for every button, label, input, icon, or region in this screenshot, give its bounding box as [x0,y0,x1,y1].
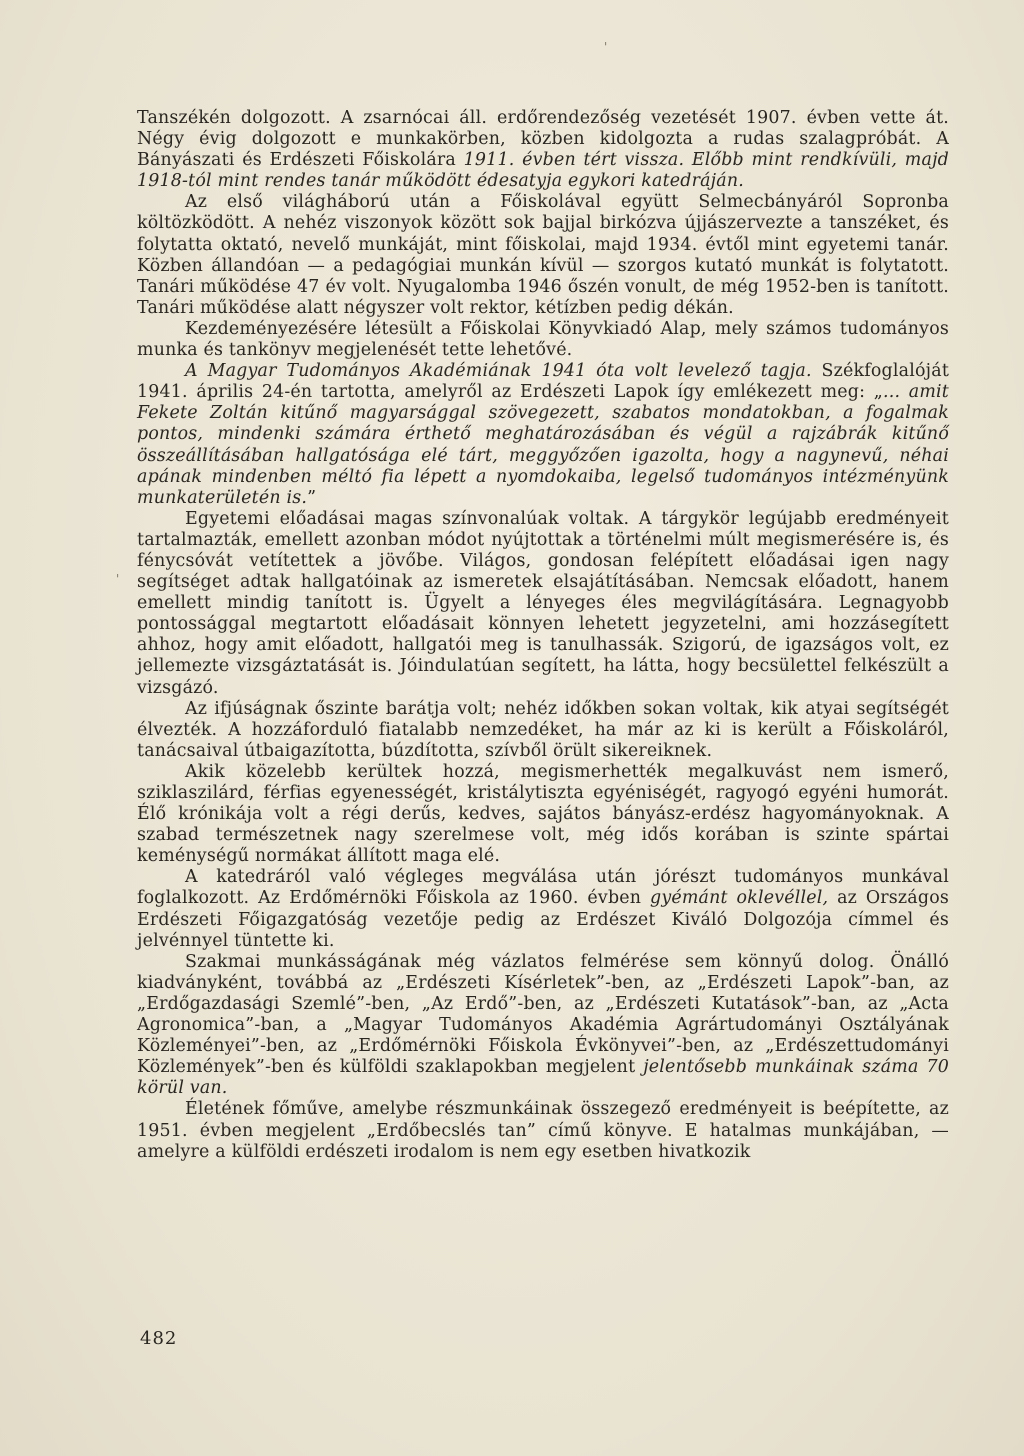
paragraph [137,699,949,762]
paragraph [137,108,949,192]
text-segment: Az ifjúságnak őszinte barátja volt; nehéz időkben sokan voltak, kik atyai segítségét élvezték. A hozzáforduló fiatalabb nemzedéket, ha már az ki is került a Főiskoláról, tanácsaival útbaigazította, búzdította, szívből örült sikereiknek. [137,698,949,761]
italic-text-segment: 1911. évben tért vissza. Előbb mint rendkívüli, majd 1918-tól mint rendes tanár működött édesatyja egykori katedráján. [137,150,949,192]
text-segment: Akik közelebb kerültek hozzá, megismerhették megalkuvást nem ismerő, sziklaszilárd, férfias egyenességét, kristálytiszta egyéniségét, ragyogó egyéni humorát. Élő krónikája volt a régi derűs, kedves, sajátos bányász-erdész hagyományoknak. A szabad természetnek nagy szerelmese volt, még idős korában is szinte spártai keménységű normákat állított maga elé. [137,761,949,867]
paragraph [137,867,949,951]
paragraph [137,361,949,509]
text-segment: az Országos Erdészeti Főigazgatóság vezetője pedig az Erdészet Kiváló Dolgozója címmel és jelvénnyel tüntette ki. [137,888,949,951]
scan-speck: ' [604,40,608,54]
text-segment: Életének főműve, amelybe részmunkáinak összegező eredményeit is beépítette, az 1951. évben megjelent „Erdőbecslés tan” című könyve. E hatalmas munkájában, — amelyre a külföldi erdészeti irodalom is nem egy esetben hivatkozik [137,1099,949,1162]
text-segment: ” [307,487,317,508]
paragraph [137,1099,949,1162]
text-segment: A katedráról való végleges megválása után jórészt tudományos munkával foglalkozott. Az Erdőmérnöki Főiskola az 1960. évben [137,867,949,909]
body-text [137,108,949,1163]
italic-text-segment: A Magyar Tudományos Akadémiának 1941 óta volt levelező tagja. [185,361,812,382]
text-segment: Székfoglalóját 1941. április 24-én tartotta, amelyről az Erdészeti Lapok így emlékezett meg: „ [137,361,950,403]
italic-text-segment: ... amit Fekete Zoltán kitűnő magyarsággal szövegezett, szabatos mondatokban, a fogalmak pontos, mindenki számára érthető meghatározásában és végül a rajzábrák kitűnő összeállításában hallgatósága elé tárt, meggyőzően igazolta, hogy a nagynevű, néhai apának mindenben méltó fia lépett a nyomdokaiba, legelső tudományos intézményünk munkaterületén is. [137,382,949,508]
italic-text-segment: jelentősebb munkáinak száma 70 körül van. [137,1057,949,1099]
italic-text-segment: gyémánt oklevéllel, [650,888,829,909]
paragraph [137,952,949,1100]
paragraph [137,319,949,361]
paragraph [137,762,949,867]
text-segment: Az első világháború után a Főiskolával együtt Selmecbányáról Sopronba költözködött. A nehéz viszonyok között sok bajjal birkózva újjászervezte a tanszéket, és folytatta oktató, nevelő munkáját, mint főiskolai, majd 1934. évtől mint egyetemi tanár. Közben állandóan — a pedagógiai munkán kívül — szorgos kutató munkát is folytatott. Tanári működése 47 év volt. Nyugalomba 1946 őszén vonult, de még 1952-ben is tanított. Tanári működése alatt négyszer volt rektor, kétízben pedig dékán. [137,192,949,318]
scan-speck: ' [116,572,120,586]
paragraph [137,509,949,699]
text-segment: Szakmai munkásságának még vázlatos felmérése sem könnyű dolog. Önálló kiadványként, továbbá az „Erdészeti Kísérletek”-ben, az „Erdészeti Lapok”-ban, az „Erdőgazdasági Szemlé”-ben, „Az Erdő”-ben, az „Erdészeti Kutatások”-ban, az „Acta Agronomica”-ban, a „Magyar Tudományos Akadémia Agrártudományi Osztályának Közleményei”-ben, az „Erdőmérnöki Főiskola Évkönyvei”-ben, az „Erdészettudományi Közlemények”-ben és külföldi szaklapokban megjelent [137,951,949,1078]
text-segment: Egyetemi előadásai magas színvonalúak voltak. A tárgykör legújabb eredményeit tartalmazták, emellett azonban módot nyújtottak a történelmi múlt megismerésére is, és fénycsóvát vetítettek a jövőbe. Világos, gondosan felépített előadásai igen nagy segítséget adtak hallgatóinak az ismeretek elsajátításában. Nemcsak előadott, hanem emellett mindig tanított is. Ügyelt a lényeges éles megvilágítására. Legnagyobb pontossággal megtartott előadásait könnyen lehetett jegyzetelni, ami hozzásegített ahhoz, hogy amit előadott, hallgatói meg is tanulhassák. Szigorú, de igazságos volt, ez jellemezte vizsgáztatását is. Jóindulatúan segített, ha látta, hogy becsülettel felkészült a vizsgázó. [137,508,949,698]
paragraph [137,192,949,319]
page-number: 482 [140,1328,178,1349]
text-segment: Tanszékén dolgozott. A zsarnócai áll. erdőrendezőség vezetését 1907. évben vette át. Négy évig dolgozott e munkakörben, közben kidolgozta a rudas szalagpróbát. A Bányászati és Erdészeti Főiskolára [137,108,949,171]
text-segment: Kezdeményezésére létesült a Főiskolai Könyvkiadó Alap, mely számos tudományos munka és tankönyv megjelenését tette lehetővé. [137,318,949,361]
